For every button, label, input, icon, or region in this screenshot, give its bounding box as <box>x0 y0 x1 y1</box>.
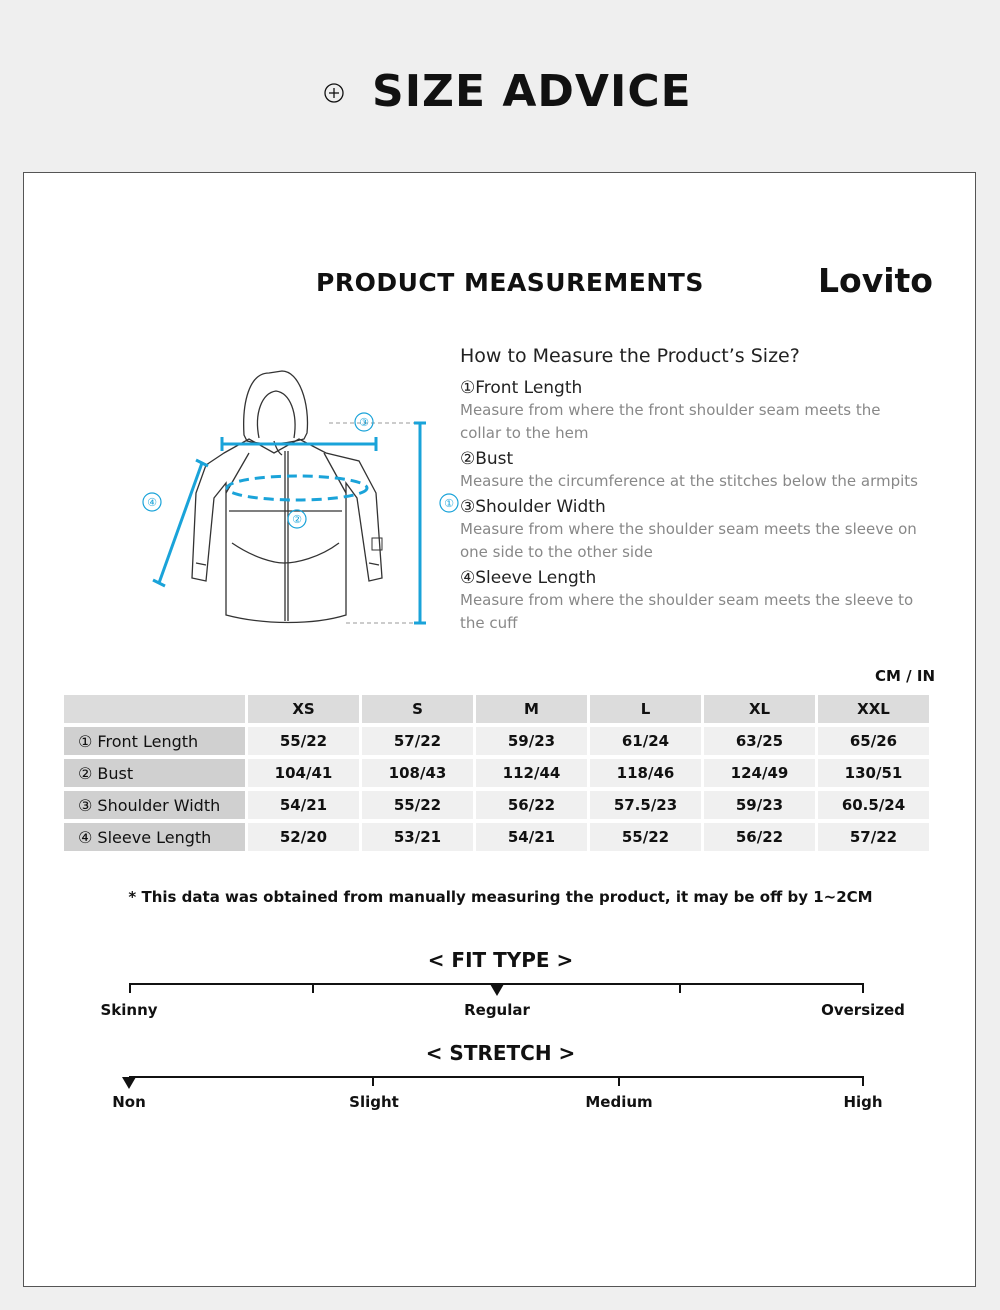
marker-bust: ② <box>292 513 302 526</box>
table-cell: 55/22 <box>590 823 701 851</box>
size-table <box>61 691 932 855</box>
table-header-row <box>64 695 929 723</box>
table-cell: 63/25 <box>704 727 815 755</box>
how-to-measure <box>460 345 920 638</box>
table-cell: 54/21 <box>248 791 359 819</box>
measure-title-bust: ②Bust <box>460 449 514 469</box>
table-cell: 118/46 <box>590 759 701 787</box>
hoodie-diagram <box>114 353 454 643</box>
table-row <box>64 823 929 851</box>
fit-type-indicator <box>490 984 504 996</box>
table-corner <box>64 695 245 723</box>
measurements-card <box>23 172 976 1287</box>
marker-sleeve: ④ <box>147 496 157 509</box>
stretch-label-non: Non <box>112 1093 146 1111</box>
size-header: L <box>590 695 701 723</box>
fit-type-label-regular: Regular <box>464 1001 530 1019</box>
measure-desc-front-length: Measure from where the front shoulder seam meets the collar to the hem <box>460 401 881 442</box>
brand-logo: Lovito <box>818 261 933 300</box>
table-cell: 55/22 <box>248 727 359 755</box>
fit-type-tick <box>679 983 681 993</box>
table-cell: 61/24 <box>590 727 701 755</box>
page-header <box>0 0 1000 172</box>
stretch-tick <box>862 1076 864 1086</box>
table-row <box>64 759 929 787</box>
stretch-label-slight: Slight <box>349 1093 399 1111</box>
table-cell: 57/22 <box>818 823 929 851</box>
row-label: ③ Shoulder Width <box>64 791 245 819</box>
table-cell: 124/49 <box>704 759 815 787</box>
marker-front-length: ① <box>444 497 454 510</box>
table-cell: 60.5/24 <box>818 791 929 819</box>
table-cell: 59/23 <box>476 727 587 755</box>
stretch-label-medium: Medium <box>585 1093 653 1111</box>
size-header: XXL <box>818 695 929 723</box>
table-cell: 59/23 <box>704 791 815 819</box>
size-header: XS <box>248 695 359 723</box>
page-title: SIZE ADVICE <box>372 66 692 117</box>
fit-type-tick <box>312 983 314 993</box>
table-cell: 57.5/23 <box>590 791 701 819</box>
table-cell: 57/22 <box>362 727 473 755</box>
table-cell: 56/22 <box>476 791 587 819</box>
section-title: PRODUCT MEASUREMENTS <box>316 268 704 297</box>
stretch-title: < STRETCH > <box>425 1041 576 1065</box>
table-row <box>64 727 929 755</box>
measure-title-front-length: ①Front Length <box>460 378 583 398</box>
fit-type-title: < FIT TYPE > <box>427 948 574 972</box>
measurement-note: * This data was obtained from manually measuring the product, it may be off by 1~2CM <box>128 888 873 906</box>
fit-type-label-skinny: Skinny <box>100 1001 158 1019</box>
table-cell: 52/20 <box>248 823 359 851</box>
stretch-tick <box>618 1076 620 1086</box>
measure-title-sleeve: ④Sleeve Length <box>460 568 597 588</box>
table-cell: 54/21 <box>476 823 587 851</box>
row-label: ② Bust <box>64 759 245 787</box>
size-header: M <box>476 695 587 723</box>
how-to-heading: How to Measure the Product’s Size? <box>460 345 800 367</box>
size-header: S <box>362 695 473 723</box>
plus-circle-icon <box>322 81 346 105</box>
table-cell: 104/41 <box>248 759 359 787</box>
fit-type-label-oversized: Oversized <box>821 1001 905 1019</box>
size-header: XL <box>704 695 815 723</box>
table-cell: 55/22 <box>362 791 473 819</box>
unit-label: CM / IN <box>875 667 935 685</box>
table-cell: 65/26 <box>818 727 929 755</box>
stretch-line <box>129 1076 864 1078</box>
table-cell: 53/21 <box>362 823 473 851</box>
measure-title-shoulder: ③Shoulder Width <box>460 497 606 517</box>
stretch-label-high: High <box>843 1093 883 1111</box>
row-label: ① Front Length <box>64 727 245 755</box>
fit-type-tick <box>129 983 131 993</box>
table-row <box>64 791 929 819</box>
stretch-tick <box>372 1076 374 1086</box>
measure-desc-bust: Measure the circumference at the stitches below the armpits <box>460 472 918 490</box>
table-cell: 112/44 <box>476 759 587 787</box>
table-cell: 108/43 <box>362 759 473 787</box>
fit-type-tick <box>862 983 864 993</box>
row-label: ④ Sleeve Length <box>64 823 245 851</box>
measure-desc-sleeve: Measure from where the shoulder seam meets the sleeve to the cuff <box>460 591 914 632</box>
marker-shoulder: ③ <box>359 416 369 429</box>
stretch-indicator <box>122 1077 136 1089</box>
table-cell: 56/22 <box>704 823 815 851</box>
measure-desc-shoulder: Measure from where the shoulder seam meets the sleeve on one side to the other side <box>460 520 917 561</box>
table-cell: 130/51 <box>818 759 929 787</box>
